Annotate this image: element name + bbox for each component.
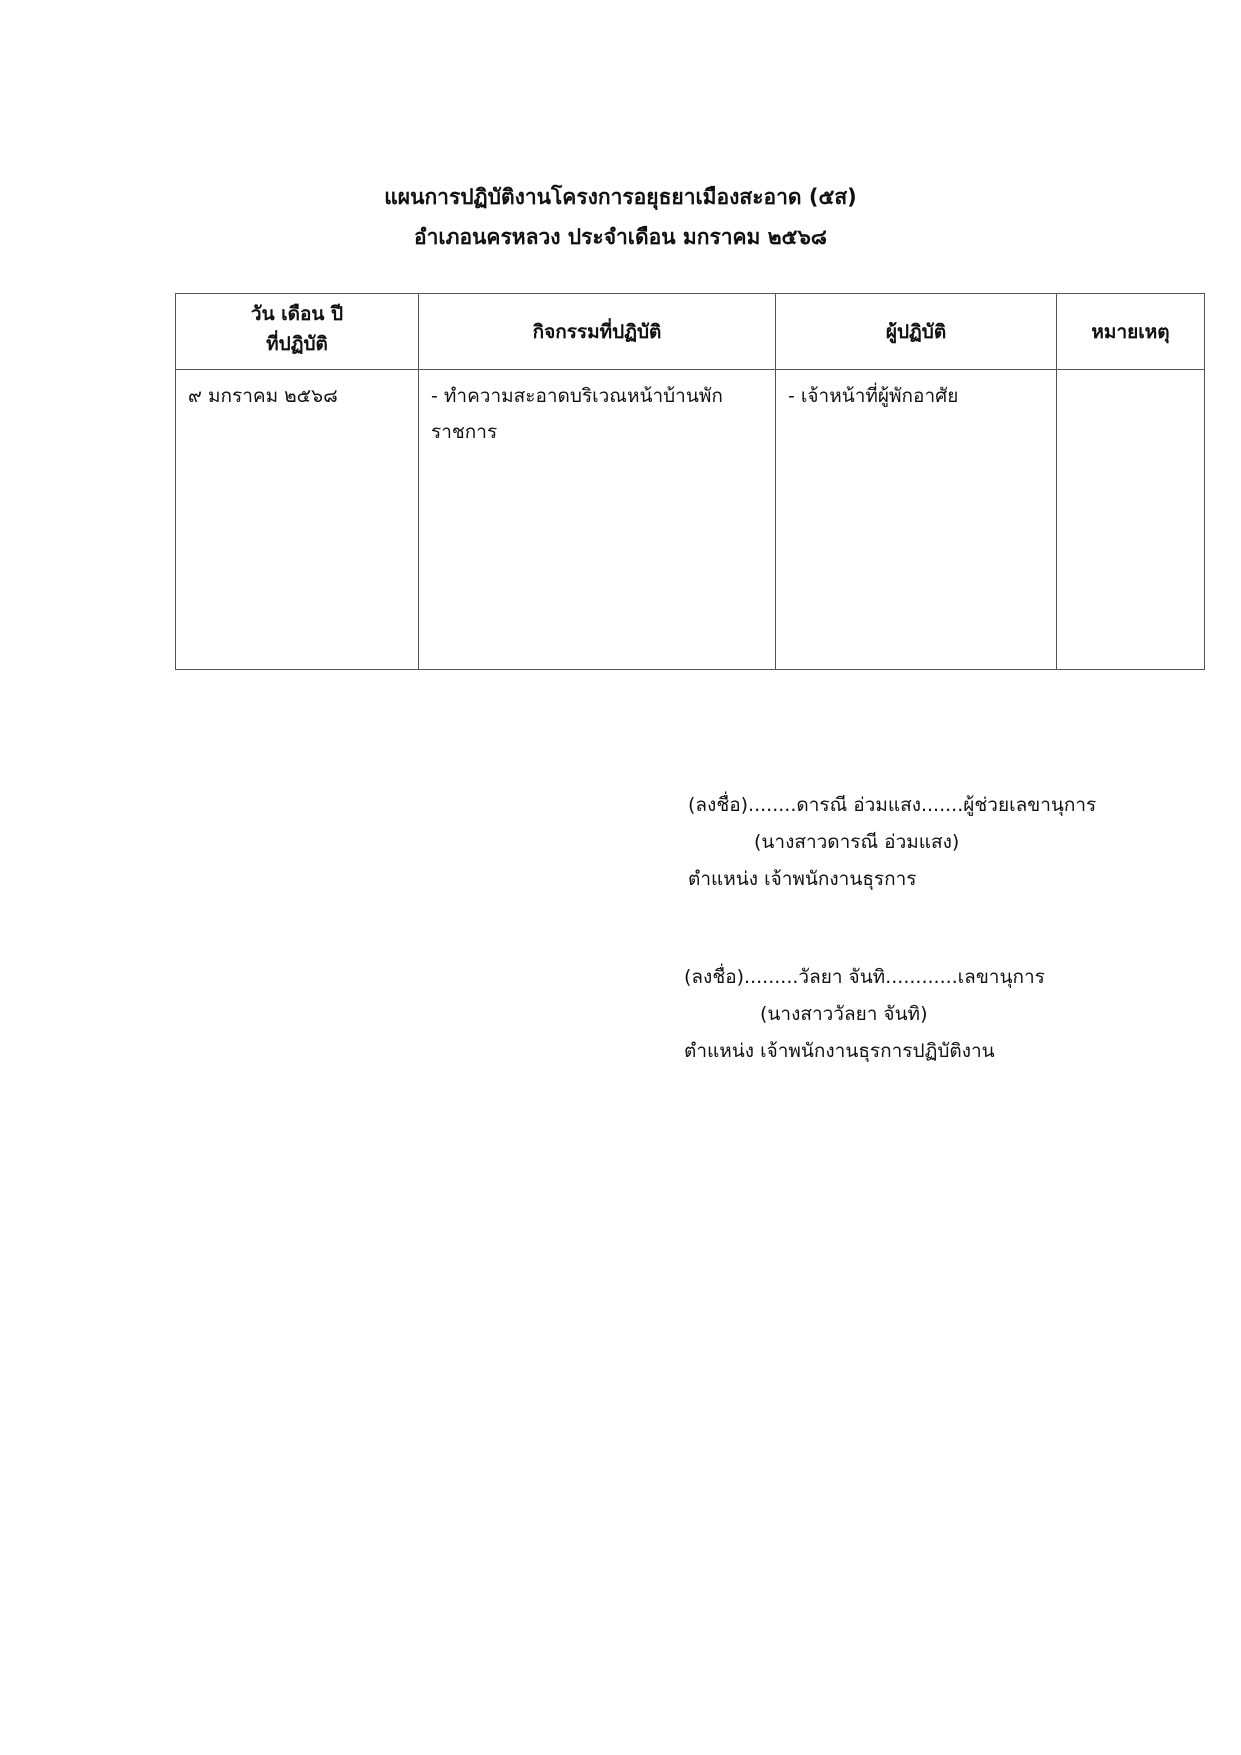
cell-remarks — [1057, 370, 1205, 670]
signature-block-2 — [684, 959, 1045, 1070]
header-performer: ผู้ปฏิบัติ — [776, 294, 1057, 370]
cell-date-text: ๙ มกราคม ๒๕๖๘ — [188, 385, 338, 407]
document-title-line2: อำเภอนครหลวง ประจำเดือน มกราคม ๒๕๖๘ — [414, 225, 827, 249]
signature-1-sign-line: (ลงชื่อ)........ดารณี อ่วมแสง.......ผู้ช่วยเลขานุการ — [688, 794, 1097, 816]
document-title-line1: แผนการปฏิบัติงานโครงการอยุธยาเมืองสะอาด (๕ส) — [384, 185, 857, 209]
table-header-row — [176, 294, 1205, 370]
signature-block-1 — [688, 787, 1096, 898]
cell-performer — [776, 370, 1057, 670]
cell-activity-line2: ราชการ — [431, 421, 498, 443]
signature-2-name-line: (นางสาววัลยา จันทิ) — [760, 1003, 928, 1025]
plan-table — [175, 293, 1205, 670]
header-date — [176, 294, 419, 370]
signature-1-position-line: ตำแหน่ง เจ้าพนักงานธุรการ — [688, 868, 917, 890]
cell-activity — [419, 370, 776, 670]
cell-activity-line1: - ทำความสะอาดบริเวณหน้าบ้านพัก — [431, 385, 723, 407]
cell-remarks-text — [1057, 370, 1204, 378]
cell-date — [176, 370, 419, 670]
signature-1-name-line: (นางสาวดารณี อ่วมแสง) — [754, 831, 960, 853]
table-row — [176, 370, 1205, 670]
header-remarks: หมายเหตุ — [1057, 294, 1205, 370]
header-date-line1: วัน เดือน ปี — [250, 302, 344, 325]
cell-performer-text: - เจ้าหน้าที่ผู้พักอาศัย — [788, 385, 959, 407]
header-activity: กิจกรรมที่ปฏิบัติ — [419, 294, 776, 370]
signature-2-position-line: ตำแหน่ง เจ้าพนักงานธุรการปฏิบัติงาน — [684, 1040, 995, 1062]
signature-2-sign-line: (ลงชื่อ).........วัลยา จันทิ............เลขานุการ — [684, 966, 1045, 988]
header-date-line2: ที่ปฏิบัติ — [266, 332, 328, 355]
